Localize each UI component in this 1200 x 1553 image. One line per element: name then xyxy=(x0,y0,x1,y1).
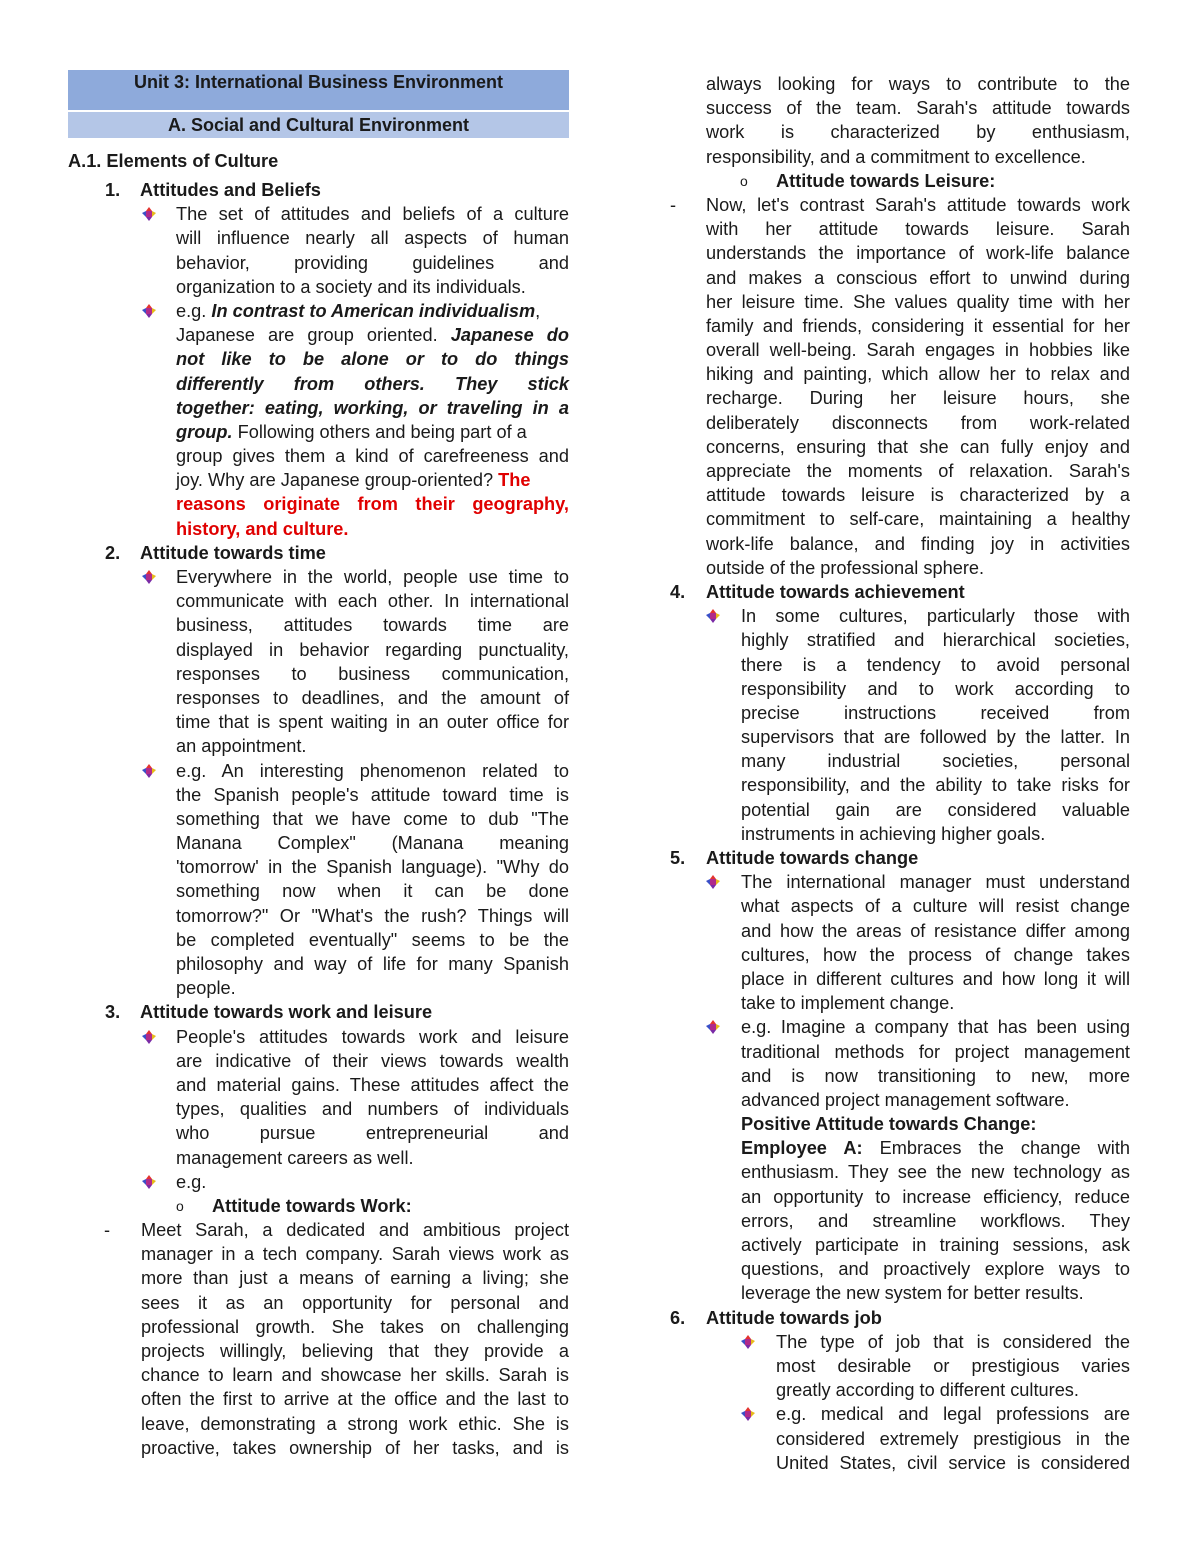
bullet-block xyxy=(68,565,569,759)
text-line: Meet Sarah, a dedicated and ambitious project xyxy=(141,1220,569,1241)
text-line: success of the team. Sarah's attitude towards xyxy=(706,98,1130,119)
text-span: The xyxy=(498,470,531,491)
text-line: an opportunity to increase efficiency, reduce xyxy=(741,1186,1130,1207)
text-line: actively participate in training sessions, ask xyxy=(741,1235,1130,1255)
text-line: advanced project management software. xyxy=(741,1089,1070,1110)
text-span: , xyxy=(535,300,541,321)
item-number: 6. xyxy=(670,1307,686,1328)
section-title-banner xyxy=(68,112,569,138)
text-line: will influence nearly all aspects of human xyxy=(176,228,569,249)
text-line: leverage the new system for better results. xyxy=(741,1283,1084,1304)
text-line: professional growth. She takes on challenging xyxy=(141,1316,569,1337)
dash-block xyxy=(68,1218,569,1460)
text-line xyxy=(741,1136,1130,1160)
text-line: there is a tendency to avoid personal xyxy=(741,654,1130,675)
bullet-block xyxy=(668,1330,1130,1403)
text-line: United States, civil service is considered xyxy=(776,1452,1130,1473)
dash-bullet-icon: - xyxy=(104,1220,111,1241)
arrow-bullet-icon xyxy=(142,570,156,584)
item-title: Attitude towards change xyxy=(706,848,919,868)
item-number: 1. xyxy=(105,180,121,200)
right-column xyxy=(668,72,1130,1475)
text-line: Manana Complex" (Manana meaning xyxy=(176,833,569,854)
text-line: questions, and proactively explore ways to xyxy=(741,1259,1130,1280)
bullet-block xyxy=(68,202,569,299)
text-span: e.g. xyxy=(176,300,212,321)
text-line xyxy=(176,420,569,444)
left-column xyxy=(68,70,569,1460)
bullet-block xyxy=(68,299,569,541)
text-line: responsibility, and the ability to take risks for xyxy=(741,775,1130,796)
arrow-bullet-icon xyxy=(142,1030,156,1044)
list-item-attitude-change xyxy=(668,846,1130,1306)
text-line: take to implement change. xyxy=(741,993,955,1014)
text-line: e.g. xyxy=(176,1171,207,1192)
text-line: In some cultures, particularly those with xyxy=(741,606,1130,627)
text-line: deliberately disconnects from work-related xyxy=(706,412,1130,433)
text-line: Everywhere in the world, people use time to xyxy=(176,567,569,587)
text-line: philosophy and way of life for many Spanish xyxy=(176,954,569,974)
arrow-bullet-icon xyxy=(142,207,156,221)
text-line: leave, demonstrating a strong work ethic. She is xyxy=(141,1413,569,1434)
text-line: hiking and painting, which allow her to relax and xyxy=(706,364,1130,385)
text-line xyxy=(176,468,569,492)
arrow-bullet-icon xyxy=(706,1020,720,1034)
text-line: many industrial societies, personal xyxy=(741,751,1130,772)
text-line: always looking for ways to contribute to the xyxy=(706,74,1130,94)
sub-heading-work xyxy=(68,1194,569,1218)
list-item-attitude-time xyxy=(68,541,569,1001)
text-line: traditional methods for project management xyxy=(741,1041,1130,1062)
text-span: joy. Why are Japanese group-oriented? xyxy=(176,470,499,491)
item-title: Attitude towards job xyxy=(706,1307,882,1328)
text-line: place in different cultures and how long it will xyxy=(741,968,1130,989)
text-line: responses to business communication, xyxy=(176,663,569,684)
text-line: recharge. During her leisure hours, she xyxy=(706,388,1130,409)
item-title: Attitude towards time xyxy=(140,542,326,563)
bullet-block xyxy=(68,1170,569,1194)
text-line: manager in a tech company. Sarah views work as xyxy=(141,1244,569,1265)
text-line: and is now transitioning to new, more xyxy=(741,1065,1130,1086)
text-line: instruments in achieving higher goals. xyxy=(741,823,1046,844)
arrow-bullet-icon xyxy=(142,764,156,778)
arrow-bullet-icon xyxy=(706,875,720,889)
text-line: supervisors that are followed by the latter. In xyxy=(741,727,1130,748)
text-span: Attitude towards Leisure: xyxy=(776,170,996,191)
text-line: concerns, ensuring that she can fully enjoy and xyxy=(706,436,1130,457)
text-line: projects willingly, believing that they provide a xyxy=(141,1341,569,1361)
item-number: 4. xyxy=(670,581,686,602)
text-span: Japanese are group oriented. xyxy=(176,325,451,346)
text-line: be completed eventually" seems to be the xyxy=(176,929,569,950)
sub-heading-leisure xyxy=(668,169,1130,193)
text-line: reasons originate from their geography, xyxy=(176,494,569,515)
text-line: and how the areas of resistance differ among xyxy=(741,920,1130,941)
text-line: The set of attitudes and beliefs of a culture xyxy=(176,204,569,225)
text-line: sees it as an opportunity for personal and xyxy=(141,1292,569,1313)
item-number: 3. xyxy=(105,1002,121,1023)
text-line: and makes a conscious effort to unwind during xyxy=(706,267,1130,288)
text-line: differently from others. They stick xyxy=(176,373,569,394)
text-line: organization to a society and its individuals. xyxy=(176,276,526,297)
text-line: group gives them a kind of carefreeness and xyxy=(176,446,569,467)
text-line: an appointment. xyxy=(176,736,307,757)
text-line: work-life balance, and finding joy in activities xyxy=(706,533,1130,554)
text-line: responsibility and to work according to xyxy=(741,678,1130,699)
arrow-bullet-icon xyxy=(142,1175,156,1189)
dash-block-continued xyxy=(668,72,1130,169)
text-line: management careers as well. xyxy=(176,1147,414,1168)
text-line: her leisure time. She values quality time with her xyxy=(706,291,1130,312)
text-line xyxy=(176,323,569,347)
text-line: Positive Attitude towards Change: xyxy=(741,1114,1037,1135)
text-line: e.g. medical and legal professions are xyxy=(776,1404,1130,1425)
text-line: most desirable or prestigious varies xyxy=(776,1355,1130,1376)
text-line: cultures, how the process of change takes xyxy=(741,944,1130,965)
text-span: Employee A: xyxy=(741,1138,863,1159)
text-line: something now when it can be done xyxy=(176,881,569,902)
text-line: more than just a means of earning a living; she xyxy=(141,1268,569,1289)
arrow-bullet-icon xyxy=(142,304,156,318)
text-line: types, qualities and numbers of individuals xyxy=(176,1099,569,1120)
bullet-block xyxy=(668,870,1130,1015)
text-line: communicate with each other. In international xyxy=(176,591,569,612)
text-line: People's attitudes towards work and leisure xyxy=(176,1026,569,1047)
dash-block xyxy=(668,193,1130,580)
text-span: In contrast to American individualism xyxy=(211,300,536,321)
list-item-attitude-achievement xyxy=(668,580,1130,846)
text-line: business, attitudes towards time are xyxy=(176,615,569,636)
text-span: group. xyxy=(176,421,233,442)
text-line: enthusiasm. They see the new technology as xyxy=(741,1162,1130,1183)
list-item-attitudes-beliefs xyxy=(68,178,569,541)
section-title: A. Social and Cultural Environment xyxy=(167,115,470,135)
item-title: Attitude towards achievement xyxy=(706,581,965,602)
item-title: Attitude towards work and leisure xyxy=(140,1002,433,1023)
text-line: greatly according to different cultures. xyxy=(776,1380,1079,1401)
item-number: 5. xyxy=(670,848,686,868)
text-line: people. xyxy=(176,978,236,999)
text-line: who pursue entrepreneurial and xyxy=(176,1123,569,1144)
text-line: 'tomorrow' in the Spanish language). "Why do xyxy=(176,857,569,878)
text-line: displayed in behavior regarding punctuality, xyxy=(176,639,569,660)
text-line: precise instructions received from xyxy=(741,702,1130,723)
dash-bullet-icon: - xyxy=(670,194,677,215)
text-line: commitment to self-care, maintaining a healthy xyxy=(706,509,1130,530)
text-line: family and friends, considering it essential for her xyxy=(706,315,1130,336)
text-line: highly stratified and hierarchical societies, xyxy=(741,630,1130,651)
text-line: something that we have come to dub "The xyxy=(176,808,569,829)
text-line: work is characterized by enthusiasm, xyxy=(706,122,1130,143)
text-span: Following others and being part of a xyxy=(232,421,527,442)
text-line: the Spanish people's attitude toward time is xyxy=(176,784,569,805)
text-line: overall well-being. Sarah engages in hobbies like xyxy=(706,340,1130,361)
bullet-block xyxy=(68,759,569,1001)
text-line: chance to learn and showcase her skills. Sarah is xyxy=(141,1365,569,1386)
bullet-block xyxy=(668,1015,1130,1305)
bullet-block xyxy=(68,1025,569,1170)
text-line: responses to deadlines, and the amount of xyxy=(176,687,569,708)
bullet-block xyxy=(668,1402,1130,1475)
text-line: are indicative of their views towards wealth xyxy=(176,1050,569,1071)
list-item-attitude-job xyxy=(668,1306,1130,1475)
text-line: what aspects of a culture will resist change xyxy=(741,896,1130,917)
subsection-title: A.1. Elements of Culture xyxy=(68,151,279,171)
text-span: Attitude towards Work: xyxy=(212,1195,412,1216)
text-line: e.g. Imagine a company that has been using xyxy=(741,1017,1130,1038)
text-line: proactive, takes ownership of her tasks, and is xyxy=(141,1437,569,1458)
arrow-bullet-icon xyxy=(706,609,720,623)
text-line: attitude towards leisure is characterized by a xyxy=(706,485,1130,506)
text-line: time that is spent waiting in an outer office for xyxy=(176,712,569,733)
text-line xyxy=(176,299,569,323)
text-line: not like to be alone or to do things xyxy=(176,349,569,370)
text-line: responsibility, and a commitment to excellence. xyxy=(706,146,1086,167)
text-line: potential gain are considered valuable xyxy=(741,799,1130,820)
text-line: behavior, providing guidelines and xyxy=(176,252,569,273)
unit-title: Unit 3: International Business Environment xyxy=(133,72,504,92)
bullet-block xyxy=(668,604,1130,846)
item-number: 2. xyxy=(105,542,121,563)
arrow-bullet-icon xyxy=(741,1335,755,1349)
item-title: Attitudes and Beliefs xyxy=(140,180,321,200)
o-bullet-icon: o xyxy=(176,1197,184,1214)
text-line: The type of job that is considered the xyxy=(776,1331,1130,1352)
arrow-bullet-icon xyxy=(741,1407,755,1421)
text-line: often the first to arrive at the office and the last to xyxy=(141,1389,569,1410)
text-line: with her attitude towards leisure. Sarah xyxy=(706,219,1130,240)
text-line: Now, let's contrast Sarah's attitude towards work xyxy=(706,194,1130,215)
text-line: considered extremely prestigious in the xyxy=(776,1428,1130,1449)
text-line: tomorrow?" Or "What's the rush? Things will xyxy=(176,905,569,926)
text-line: The international manager must understand xyxy=(741,872,1130,893)
text-line: outside of the professional sphere. xyxy=(706,557,985,578)
text-span: Embraces the change with xyxy=(862,1138,1130,1159)
text-line: errors, and streamline workflows. They xyxy=(741,1210,1130,1231)
text-span: Japanese do xyxy=(450,325,570,346)
text-line: history, and culture. xyxy=(176,518,349,539)
text-line: appreciate the moments of relaxation. Sarah's xyxy=(706,461,1130,481)
text-line: understands the importance of work-life balance xyxy=(706,243,1130,264)
text-line: and material gains. These attitudes affect the xyxy=(176,1074,569,1095)
unit-title-banner xyxy=(68,70,569,110)
list-item-attitude-work-leisure xyxy=(68,1000,569,1460)
text-line: e.g. An interesting phenomenon related to xyxy=(176,760,569,781)
text-line: together: eating, working, or traveling in a xyxy=(176,397,569,418)
o-bullet-icon: o xyxy=(740,172,748,189)
